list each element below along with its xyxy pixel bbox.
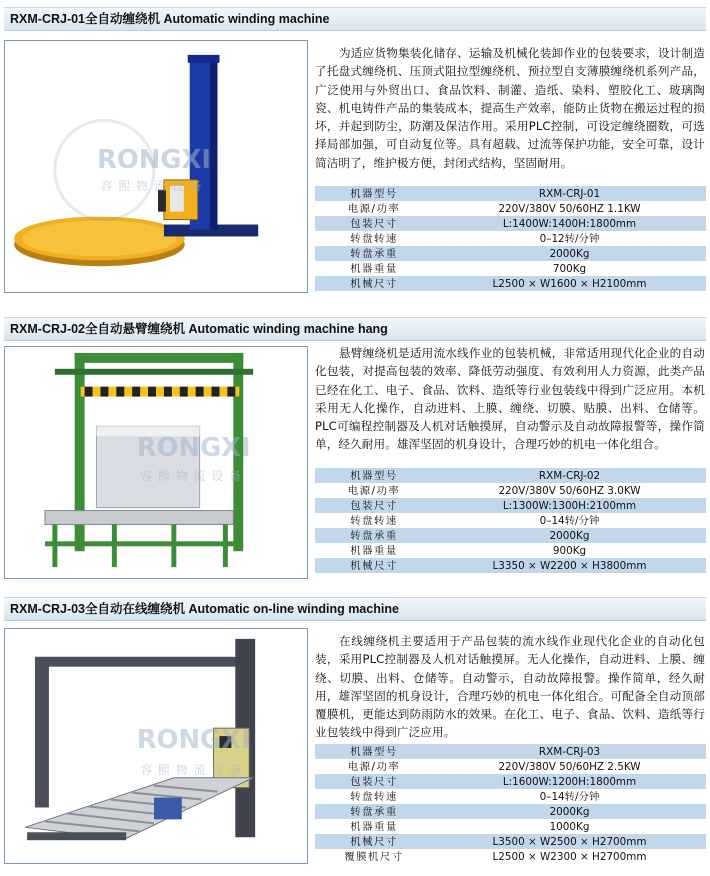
spec-row [315,201,706,216]
spec-value: L2500 × W2300 × H2700mm [433,849,706,864]
spec-table [315,744,706,864]
spec-value: 0–12转/分钟 [433,231,706,246]
product-photo [4,346,308,579]
spec-row [315,468,706,483]
spec-row [315,186,706,201]
spec-row [315,849,706,864]
spec-label: 覆膜机尺寸 [315,849,433,864]
spec-label: 转盘承重 [315,804,433,819]
spec-label: 电源/功率 [315,201,433,216]
spec-row [315,261,706,276]
spec-row [315,759,706,774]
spec-label: 包装尺寸 [315,774,433,789]
watermark-chinese: 容熙物流设备 [140,762,248,777]
spec-label: 包装尺寸 [315,216,433,231]
spec-label: 转盘承重 [315,246,433,261]
spec-value: L:1300W:1300H:2100mm [433,498,706,513]
spec-table [315,186,706,291]
spec-value: RXM-CRJ-01 [433,186,706,201]
spec-label: 机械尺寸 [315,834,433,849]
spec-label: 转盘转速 [315,513,433,528]
product-photo [4,628,308,864]
spec-table [315,468,706,573]
spec-row [315,543,706,558]
spec-row [315,231,706,246]
spec-value: RXM-CRJ-03 [433,744,706,759]
spec-label: 机器重量 [315,261,433,276]
spec-row [315,216,706,231]
product-section-3 [0,588,710,876]
spec-value: 220V/380V 50/60HZ 2.5KW [433,759,706,774]
spec-value: 2000Kg [433,528,706,543]
spec-label: 电源/功率 [315,759,433,774]
product-section-2 [0,300,710,588]
spec-value: 2000Kg [433,804,706,819]
product-description: 在线缠绕机主要适用于产品包装的流水线作业现代化企业的自动化包装，采用PLC控制器及人机对话触摸屏。无人化操作，自动进料、上膜、缠绕、切膜、出料、仓储等。自动警示，自动故障报警。操作简单，经久耐用，雄浑坚固的机身设计，合理巧妙的机电一体化组合。可配备全自动顶部覆膜机，更能达到防雨防水的效果。在化工、电子、食品、饮料、造纸等行业包装线中得到广泛应用。 [315,634,705,740]
spec-value: 0–14转/分钟 [433,513,706,528]
spec-value: L:1600W:1200H:1800mm [433,774,706,789]
spec-row [315,789,706,804]
product-title: RXM-CRJ-01全自动缠绕机 Automatic winding machine [4,7,706,31]
spec-row [315,819,706,834]
turntable-wrapper-image [5,41,307,292]
spec-label: 机器型号 [315,186,433,201]
spec-value: L2500 × W1600 × H2100mm [433,276,706,291]
spec-value: 220V/380V 50/60HZ 1.1KW [433,201,706,216]
watermark-chinese: 容熙物流设备 [100,178,208,193]
hang-wrapper-image [5,347,307,578]
spec-row [315,744,706,759]
product-title: RXM-CRJ-02全自动悬臂缠绕机 Automatic winding machine hang [4,317,706,341]
spec-row [315,558,706,573]
spec-label: 转盘承重 [315,528,433,543]
spec-value: 1000Kg [433,819,706,834]
product-title: RXM-CRJ-03全自动在线缠绕机 Automatic on-line winding machine [4,597,706,621]
spec-value: 700Kg [433,261,706,276]
product-description: 悬臂缠绕机是适用流水线作业的包装机械，非常适用现代化企业的自动化包装，对提高包装的效率、降低劳动强度、有效利用人力资源，此类产品已经在化工、电子、食品、饮料、造纸等行业包装线中得到广泛应用。本机采用无人化操作，自动进料、上膜、缠绕、切膜、贴膜、出料、仓储等。PLC可编程控制器及人机对话触摸屏，自动警示及自动故障报警等，操作简单，经久耐用。雄浑坚固的机身设计，合理巧妙的机电一体化组合。 [315,346,705,452]
spec-value: L3500 × W2500 × H2700mm [433,834,706,849]
spec-label: 机械尺寸 [315,558,433,573]
spec-value: L3350 × W2200 × H3800mm [433,558,706,573]
spec-row [315,513,706,528]
online-wrapper-image [5,629,307,863]
spec-row [315,834,706,849]
spec-row [315,246,706,261]
watermark-latin: RONGXI [136,433,251,464]
watermark-chinese: 容熙物流设备 [140,468,248,483]
product-photo [4,40,308,293]
spec-label: 机械尺寸 [315,276,433,291]
spec-row [315,804,706,819]
spec-value: 0–14转/分钟 [433,789,706,804]
spec-value: RXM-CRJ-02 [433,468,706,483]
watermark-latin: RONGXI [97,144,212,175]
spec-value: 2000Kg [433,246,706,261]
spec-label: 机器重量 [315,819,433,834]
spec-value: 220V/380V 50/60HZ 3.0KW [433,483,706,498]
spec-value: 900Kg [433,543,706,558]
spec-value: L:1400W:1400H:1800mm [433,216,706,231]
product-section-1 [0,0,710,300]
spec-label: 机器重量 [315,543,433,558]
spec-label: 机器型号 [315,468,433,483]
spec-row [315,498,706,513]
spec-row [315,276,706,291]
spec-row [315,774,706,789]
product-description: 为适应货物集装化储存、运输及机械化装卸作业的包装要求，设计制造了托盘式缠绕机、压顶式阻拉型缠绕机、预拉型自支薄膜缠绕机系列产品，广泛使用与外贸出口、食品饮料、制灌、造纸、染料、塑胶化工、玻璃陶瓷、机电铸件产品的集装成本，提高生产效率，能防止货物在搬运过程的损坏，并起到防尘，防潮及保洁作用。采用PLC控制，可设定缠绕圈数，可选择局部加强，可自动复位等。具有超载、过流等保护功能，安全可靠，设计简洁明了，维护极方便，封闭式结构，坚固耐用。 [315,46,705,170]
spec-label: 机器型号 [315,744,433,759]
spec-label: 转盘转速 [315,789,433,804]
spec-label: 电源/功率 [315,483,433,498]
spec-label: 转盘转速 [315,231,433,246]
spec-row [315,483,706,498]
spec-label: 包装尺寸 [315,498,433,513]
watermark-latin: RONGXI [136,724,251,755]
spec-row [315,528,706,543]
